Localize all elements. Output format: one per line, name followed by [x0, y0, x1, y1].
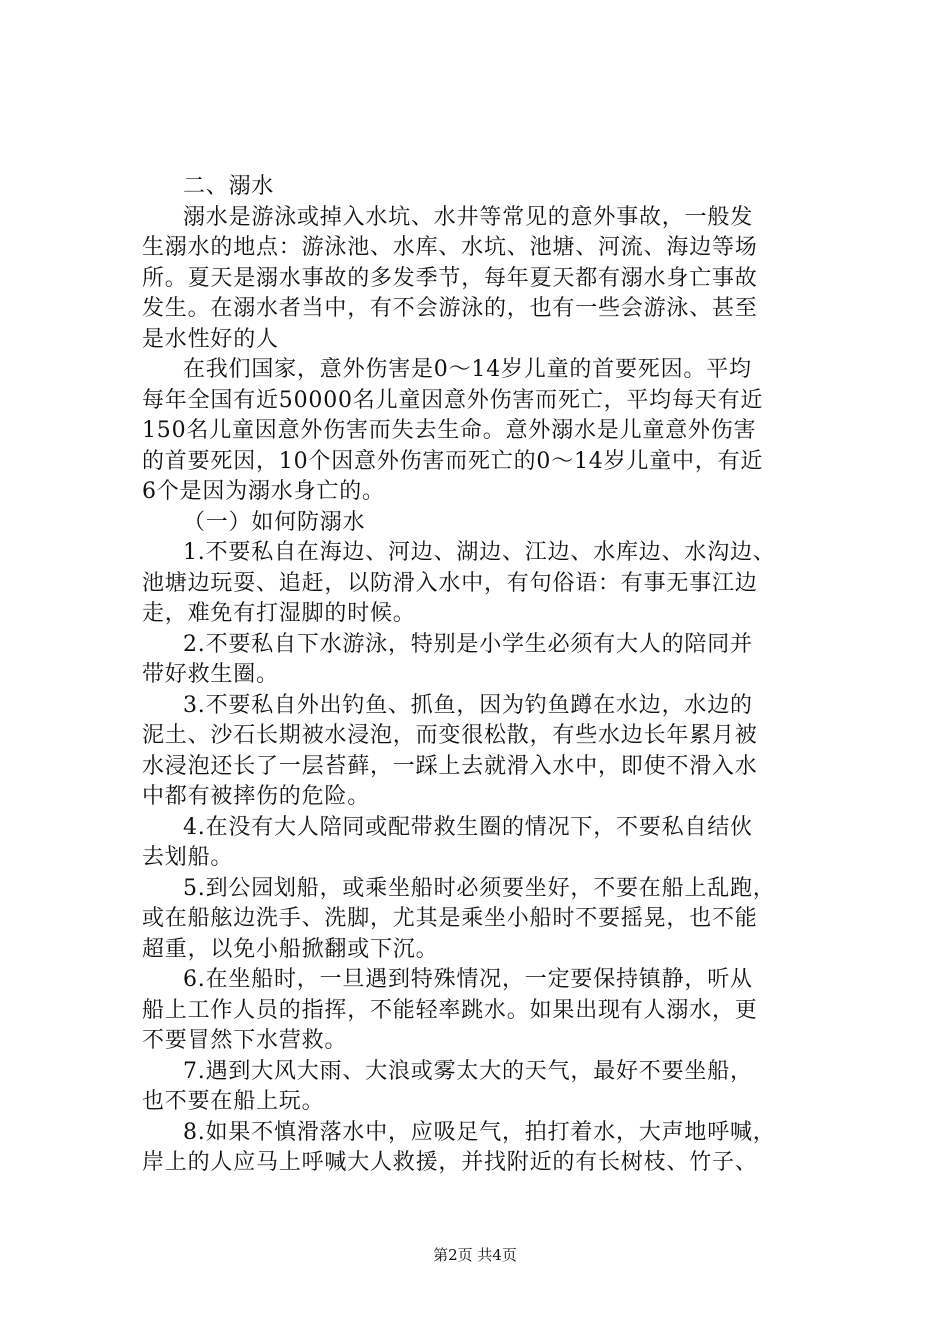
- text-line: 5.到公园划船，或乘坐船时必须要坐好，不要在船上乱跑，: [183, 875, 776, 901]
- text-line: 7.遇到大风大雨、大浪或雾太大的天气，最好不要坐船，: [183, 1058, 753, 1084]
- text-line: 在我们国家，意外伤害是0～14岁儿童的首要死因。平均: [183, 357, 752, 382]
- text-line: 走，难免有打湿脚的时候。: [142, 601, 416, 626]
- text-line: 超重，以免小船掀翻或下沉。: [142, 936, 439, 962]
- text-line: 泥土、沙石长期被水浸泡，而变很松散，有些水边长年累月被: [142, 723, 758, 748]
- text-line: 每年全国有近50000名儿童因意外伤害而死亡，平均每天有近: [142, 387, 764, 413]
- text-line: 水浸泡还长了一层苔藓，一踩上去就滑入水中，即使不滑入水: [142, 753, 758, 779]
- text-line: 2.不要私自下水游泳，特别是小学生必须有大人的陪同并: [183, 631, 753, 657]
- text-line: 的首要死因，10个因意外伤害而死亡的0～14岁儿童中，有近: [142, 448, 764, 474]
- text-line: 1.不要私自在海边、河边、湖边、江边、水库边、水沟边、: [183, 540, 776, 565]
- text-line: 或在船舷边洗手、洗脚，尤其是乘坐小船时不要摇晃，也不能: [142, 906, 758, 931]
- text-line: 所。夏天是溺水事故的多发季节，每年夏天都有溺水身亡事故: [142, 265, 758, 291]
- text-line: 也不要在船上玩。: [142, 1089, 325, 1114]
- page-number-footer: 第2页 共4页: [433, 1246, 517, 1264]
- text-line: 8.如果不慎滑落水中，应吸足气，拍打着水，大声地呼喊，: [183, 1119, 776, 1145]
- text-line: 溺水是游泳或掉入水坑、水井等常见的意外事故，一般发: [183, 204, 754, 230]
- text-line: 发生。在溺水者当中，有不会游泳的，也有一些会游泳、甚至: [142, 296, 758, 321]
- text-line: 6.在坐船时，一旦遇到特殊情况，一定要保持镇静，听从: [183, 967, 753, 992]
- text-line: 4.在没有大人陪同或配带救生圈的情况下，不要私自结伙: [183, 814, 753, 840]
- text-line: 6个是因为溺水身亡的。: [142, 479, 385, 504]
- text-line: 不要冒然下水营救。: [142, 1028, 348, 1053]
- text-line: 池塘边玩耍、追赶，以防滑入水中，有句俗语：有事无事江边: [142, 570, 758, 596]
- text-line: 二、溺水: [183, 174, 275, 199]
- text-line: 150名儿童因意外伤害而失去生命。意外溺水是儿童意外伤害: [142, 418, 757, 443]
- text-line: 3.不要私自外出钓鱼、抓鱼，因为钓鱼蹲在水边，水边的: [183, 692, 753, 718]
- text-line: 岸上的人应马上呼喊大人救援，并找附近的有长树枝、竹子、: [142, 1150, 758, 1175]
- text-line: 生溺水的地点：游泳池、水库、水坑、池塘、河流、海边等场: [142, 235, 758, 260]
- text-line: 船上工作人员的指挥，不能轻率跳水。如果出现有人溺水，更: [142, 997, 758, 1023]
- text-line: 中都有被摔伤的危险。: [142, 784, 371, 809]
- text-line: 是水性好的人: [142, 326, 279, 352]
- text-line: 去划船。: [142, 845, 234, 870]
- document-body: [142, 172, 828, 1179]
- text-line: （一）如何防溺水: [183, 509, 366, 535]
- text-line: 带好救生圈。: [142, 662, 279, 687]
